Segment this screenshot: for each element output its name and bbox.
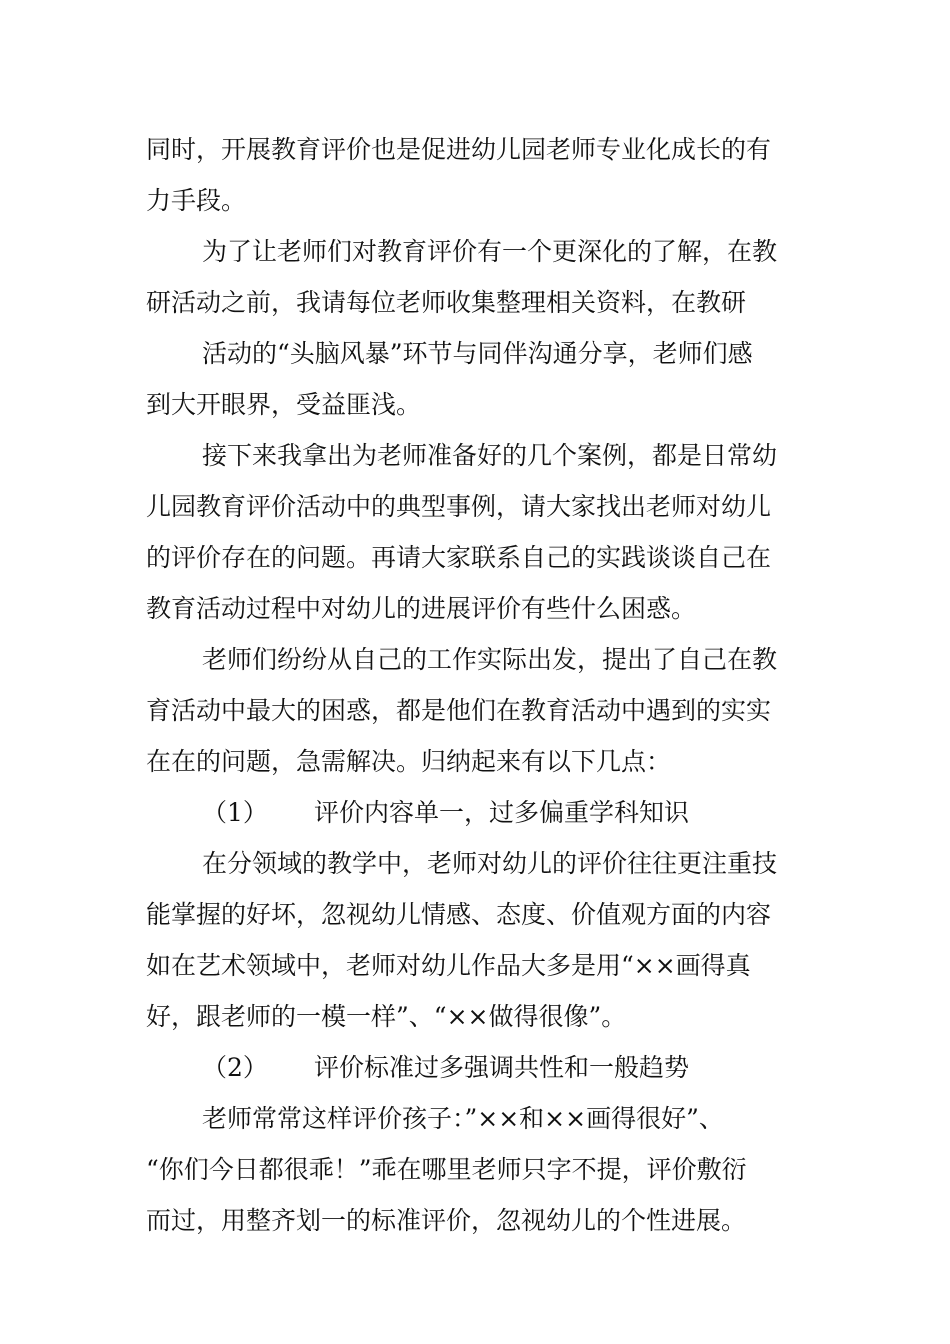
list-item-text: 评价内容单一，过多偏重学科知识	[314, 798, 690, 827]
text-line: 育活动中最大的困惑，都是他们在教育活动中遇到的实实	[146, 696, 772, 725]
text-line: 的评价存在的问题。再请大家联系自己的实践谈谈自己在	[146, 543, 772, 572]
text-line: 而过，用整齐划一的标准评价，忽视幼儿的个性进展。	[146, 1206, 747, 1235]
text-line: 到大开眼界，受益匪浅。	[146, 390, 422, 419]
list-item-heading	[146, 1042, 808, 1093]
text-line: 教育活动过程中对幼儿的进展评价有些什么困惑。	[146, 594, 697, 623]
text-line: 同时，开展教育评价也是促进幼儿园老师专业化成长的有	[146, 135, 772, 164]
text-line: 老师常常这样评价孩子：”××和××画得很好”、	[202, 1104, 724, 1133]
list-item-heading	[146, 787, 808, 838]
list-item-number: （2）	[202, 1053, 268, 1082]
text-line: “你们今日都很乖！”乖在哪里老师只字不提，评价敷衍	[146, 1155, 747, 1184]
text-line: 在在的问题，急需解决。归纳起来有以下几点：	[146, 747, 672, 776]
text-line: 接下来我拿出为老师准备好的几个案例，都是日常幼	[202, 441, 778, 470]
text-line: 儿园教育评价活动中的典型事例，请大家找出老师对幼儿	[146, 492, 772, 521]
list-item-text: 评价标准过多强调共性和一般趋势	[314, 1053, 690, 1082]
text-line: 活动的“头脑风暴”环节与同伴沟通分享，老师们感	[202, 339, 753, 368]
text-line: 好，跟老师的一模一样”、“××做得很像”。	[146, 1002, 627, 1031]
text-line: 力手段。	[146, 186, 247, 215]
text-line: 在分领域的教学中，老师对幼儿的评价往往更注重技	[202, 849, 778, 878]
document-body	[146, 124, 808, 1246]
text-line: 如在艺术领域中，老师对幼儿作品大多是用“××画得真	[146, 951, 751, 980]
text-line: 研活动之前，我请每位老师收集整理相关资料，在教研	[146, 288, 747, 317]
text-line: 为了让老师们对教育评价有一个更深化的了解，在教	[202, 237, 778, 266]
list-item-number: （1）	[202, 798, 268, 827]
text-line: 老师们纷纷从自己的工作实际出发，提出了自己在教	[202, 645, 778, 674]
text-line: 能掌握的好坏，忽视幼儿情感、态度、价值观方面的内容	[146, 900, 772, 929]
